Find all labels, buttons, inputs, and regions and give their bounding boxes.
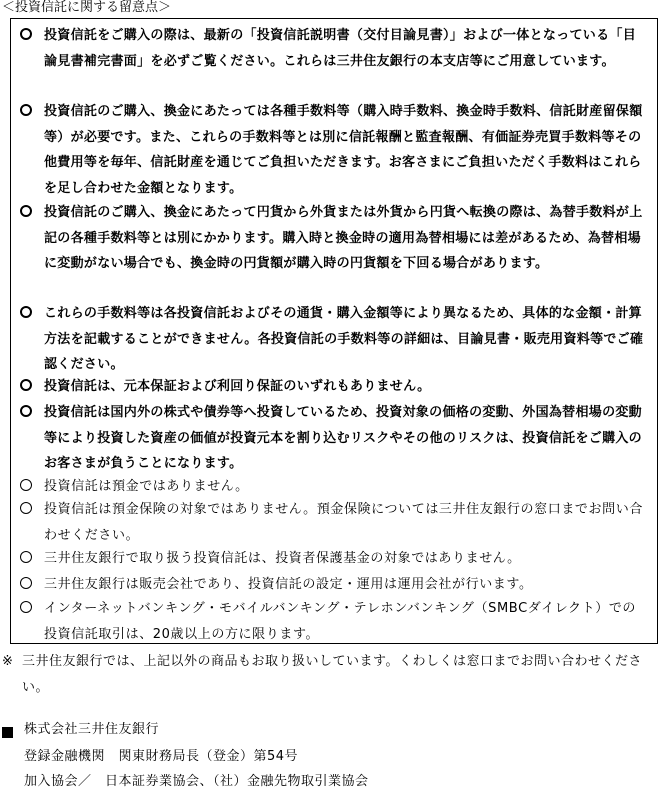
square-bullet-icon bbox=[2, 727, 13, 738]
list-item-text: これらの手数料等は各投資信託およびその通貨・購入金額等により異なるため、具体的な金額・計算方法を記載することができません。各投資信託の手数料等の詳細は、目論見書・販売用資料等でご確認ください。 bbox=[44, 306, 644, 373]
list-item-text: 三井住友銀行は販売会社であり、投資信託の設定・運用は運用会社が行います。 bbox=[44, 577, 533, 592]
circle-bullet-icon bbox=[20, 379, 32, 391]
list-item bbox=[11, 400, 657, 477]
circle-bullet-icon bbox=[20, 577, 32, 589]
notes-box bbox=[10, 18, 658, 644]
footnote bbox=[0, 649, 661, 700]
list-item-text: 投資信託をご購入の際は、最新の「投資信託説明書（交付目論見書）」および一体となっている「目論見書補完書面」を必ずご覧ください。これらは三井住友銀行の本支店等にご用意しています。 bbox=[44, 28, 637, 69]
list-item-text: 三井住友銀行で取り扱う投資信託は、投資者保護基金の対象ではありません。 bbox=[44, 551, 521, 566]
list-item-text: 投資信託は、元本保証および利回り保証のいずれもありません。 bbox=[44, 379, 431, 394]
list-item-text: 投資信託は預金保険の対象ではありません。預金保険については三井住友銀行の窓口までお問い合わせください。 bbox=[44, 502, 643, 543]
circle-bullet-icon bbox=[20, 306, 32, 318]
list-item bbox=[11, 474, 657, 500]
list-item bbox=[11, 572, 657, 598]
circle-bullet-icon bbox=[20, 601, 32, 613]
section-heading: ＜投資信託に関する留意点＞ bbox=[2, 0, 172, 15]
list-item bbox=[11, 99, 657, 201]
circle-bullet-icon bbox=[20, 479, 32, 491]
list-item bbox=[11, 596, 657, 647]
list-item-text: 投資信託のご購入、換金にあたって円貨から外貨または外貨から円貨へ転換の際は、為替手数料が上記の各種手数料等とは別にかかります。購入時と換金時の適用為替相場には差があるため、為替相場に変動がない場合でも、換金時の円貨額が購入時の円貨額を下回る場合があります。 bbox=[44, 205, 643, 272]
list-item-text: インターネットバンキング・モバイルバンキング・テレホンバンキング（SMBCダイレクト）での投資信託取引は、20歳以上の方に限ります。 bbox=[44, 601, 637, 642]
footnote-text: 三井住友銀行では、上記以外の商品もお取り扱いしています。くわしくは窓口までお問い合わせください。 bbox=[22, 654, 642, 695]
note-mark: ※ bbox=[2, 654, 13, 669]
list-item bbox=[11, 497, 657, 548]
circle-bullet-icon bbox=[20, 551, 32, 563]
circle-bullet-icon bbox=[20, 205, 32, 217]
list-item bbox=[11, 546, 657, 572]
list-item bbox=[11, 200, 657, 277]
circle-bullet-icon bbox=[20, 502, 32, 514]
list-item bbox=[11, 23, 657, 74]
list-item-text: 投資信託のご購入、換金にあたっては各種手数料等（購入時手数料、換金時手数料、信託財産留保額等）が必要です。また、これらの手数料等とは別に信託報酬と監査報酬、有価証券売買手数料等その他費用等を毎年、信託財産を通じてご負担いただきます。お客さまにご負担いただく手数料はこれらを足し合わせた金額となります。 bbox=[44, 104, 643, 196]
company-associations: 加入協会／ 日本証券業協会、（社）金融先物取引業協会 bbox=[24, 774, 369, 789]
list-item-text: 投資信託は国内外の株式や債券等へ投資しているため、投資対象の価格の変動、外国為替相場の変動等により投資した資産の価値が投資元本を割り込むリスクやその他のリスクは、投資信託をご購入のお客さまが負うことになります。 bbox=[44, 405, 642, 472]
company-registration: 登録金融機関 関東財務局長（登金）第54号 bbox=[24, 749, 299, 764]
list-item-text: 投資信託は預金ではありません。 bbox=[44, 479, 249, 494]
list-item bbox=[11, 374, 657, 400]
list-item bbox=[11, 301, 657, 378]
circle-bullet-icon bbox=[20, 405, 32, 417]
circle-bullet-icon bbox=[20, 28, 32, 40]
company-name: 株式会社三井住友銀行 bbox=[24, 722, 160, 737]
circle-bullet-icon bbox=[20, 104, 32, 116]
